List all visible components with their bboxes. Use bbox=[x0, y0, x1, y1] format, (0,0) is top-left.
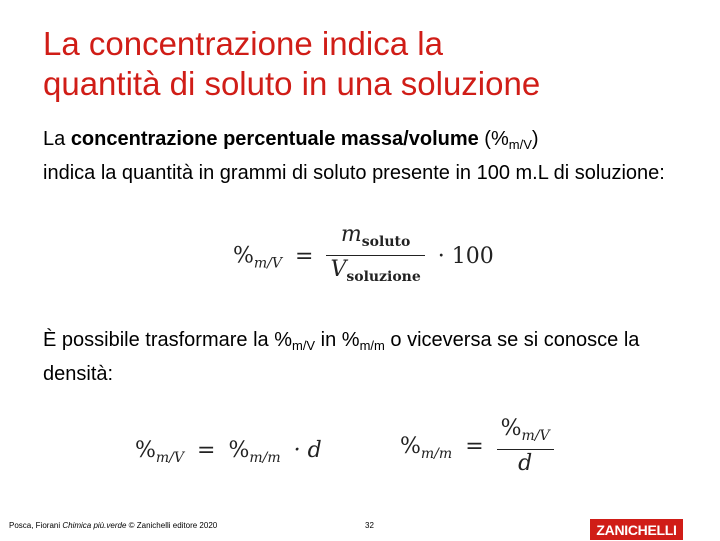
definition-rest: indica la quantità in grammi di soluto presente in 100 m.L di soluzione: bbox=[43, 162, 665, 184]
conversion-text3: o viceversa se si conosce la densità: bbox=[43, 329, 640, 385]
conversion-sub2: m/m bbox=[359, 338, 385, 353]
formula1-lhs: % bbox=[233, 243, 254, 269]
formula1-equals: = bbox=[295, 243, 314, 269]
formula2-rhs-sub: m/m bbox=[249, 450, 281, 466]
conversion-sub1: m/V bbox=[291, 338, 316, 353]
formula2-rhs: % bbox=[228, 438, 250, 463]
formula3-denominator: d bbox=[518, 451, 533, 476]
formula2-equals: = bbox=[197, 438, 216, 463]
formula2-lhs: % bbox=[135, 438, 156, 463]
paren-close: ) bbox=[531, 128, 539, 150]
formula1-lhs-sub: m/V bbox=[253, 255, 283, 272]
formula-mv-from-mm bbox=[135, 438, 328, 466]
slide-title bbox=[43, 24, 703, 104]
definition-paragraph bbox=[43, 125, 683, 187]
paren-open: (% bbox=[478, 128, 509, 150]
formula2-lhs-sub: m/V bbox=[155, 450, 185, 466]
term-bold: concentrazione percentuale massa/volume bbox=[70, 128, 479, 150]
slide-title-line1: La concentrazione indica la bbox=[43, 25, 443, 62]
formula3-lhs-sub: m/m bbox=[420, 446, 453, 462]
footer-credits bbox=[9, 521, 217, 530]
paren-subscript: m/V bbox=[508, 137, 532, 152]
conversion-text1: È possibile trasformare la % bbox=[43, 329, 292, 351]
formula-mass-volume bbox=[233, 222, 500, 291]
conversion-paragraph bbox=[43, 326, 683, 388]
formula3-lhs: % bbox=[400, 434, 421, 459]
conversion-text2: in % bbox=[315, 329, 360, 351]
footer-book: Chimica più.verde bbox=[62, 521, 127, 530]
formula2-tail: · d bbox=[293, 438, 322, 463]
formula3-numerator: $\%_{m/V}$ bbox=[497, 416, 554, 450]
formula3-equals: = bbox=[465, 434, 484, 459]
formula1-multiplier: · 100 bbox=[437, 243, 494, 269]
formula1-numerator: $m_{soluto}$ bbox=[326, 222, 424, 256]
formula1-fraction bbox=[326, 222, 424, 291]
formula1-denominator: $V_{soluzione}$ bbox=[330, 257, 421, 285]
formula3-fraction bbox=[497, 416, 554, 478]
slide-title-line2: quantità di soluto in una soluzione bbox=[43, 65, 541, 102]
page-number: 32 bbox=[365, 521, 374, 530]
zanichelli-logo: ZANICHELLI bbox=[590, 519, 683, 540]
footer-publisher: © Zanichelli editore 2020 bbox=[126, 521, 218, 530]
formula-mm-from-mv bbox=[400, 416, 554, 478]
intro-text: La bbox=[43, 128, 71, 150]
footer-authors: Posca, Fiorani bbox=[9, 521, 63, 530]
